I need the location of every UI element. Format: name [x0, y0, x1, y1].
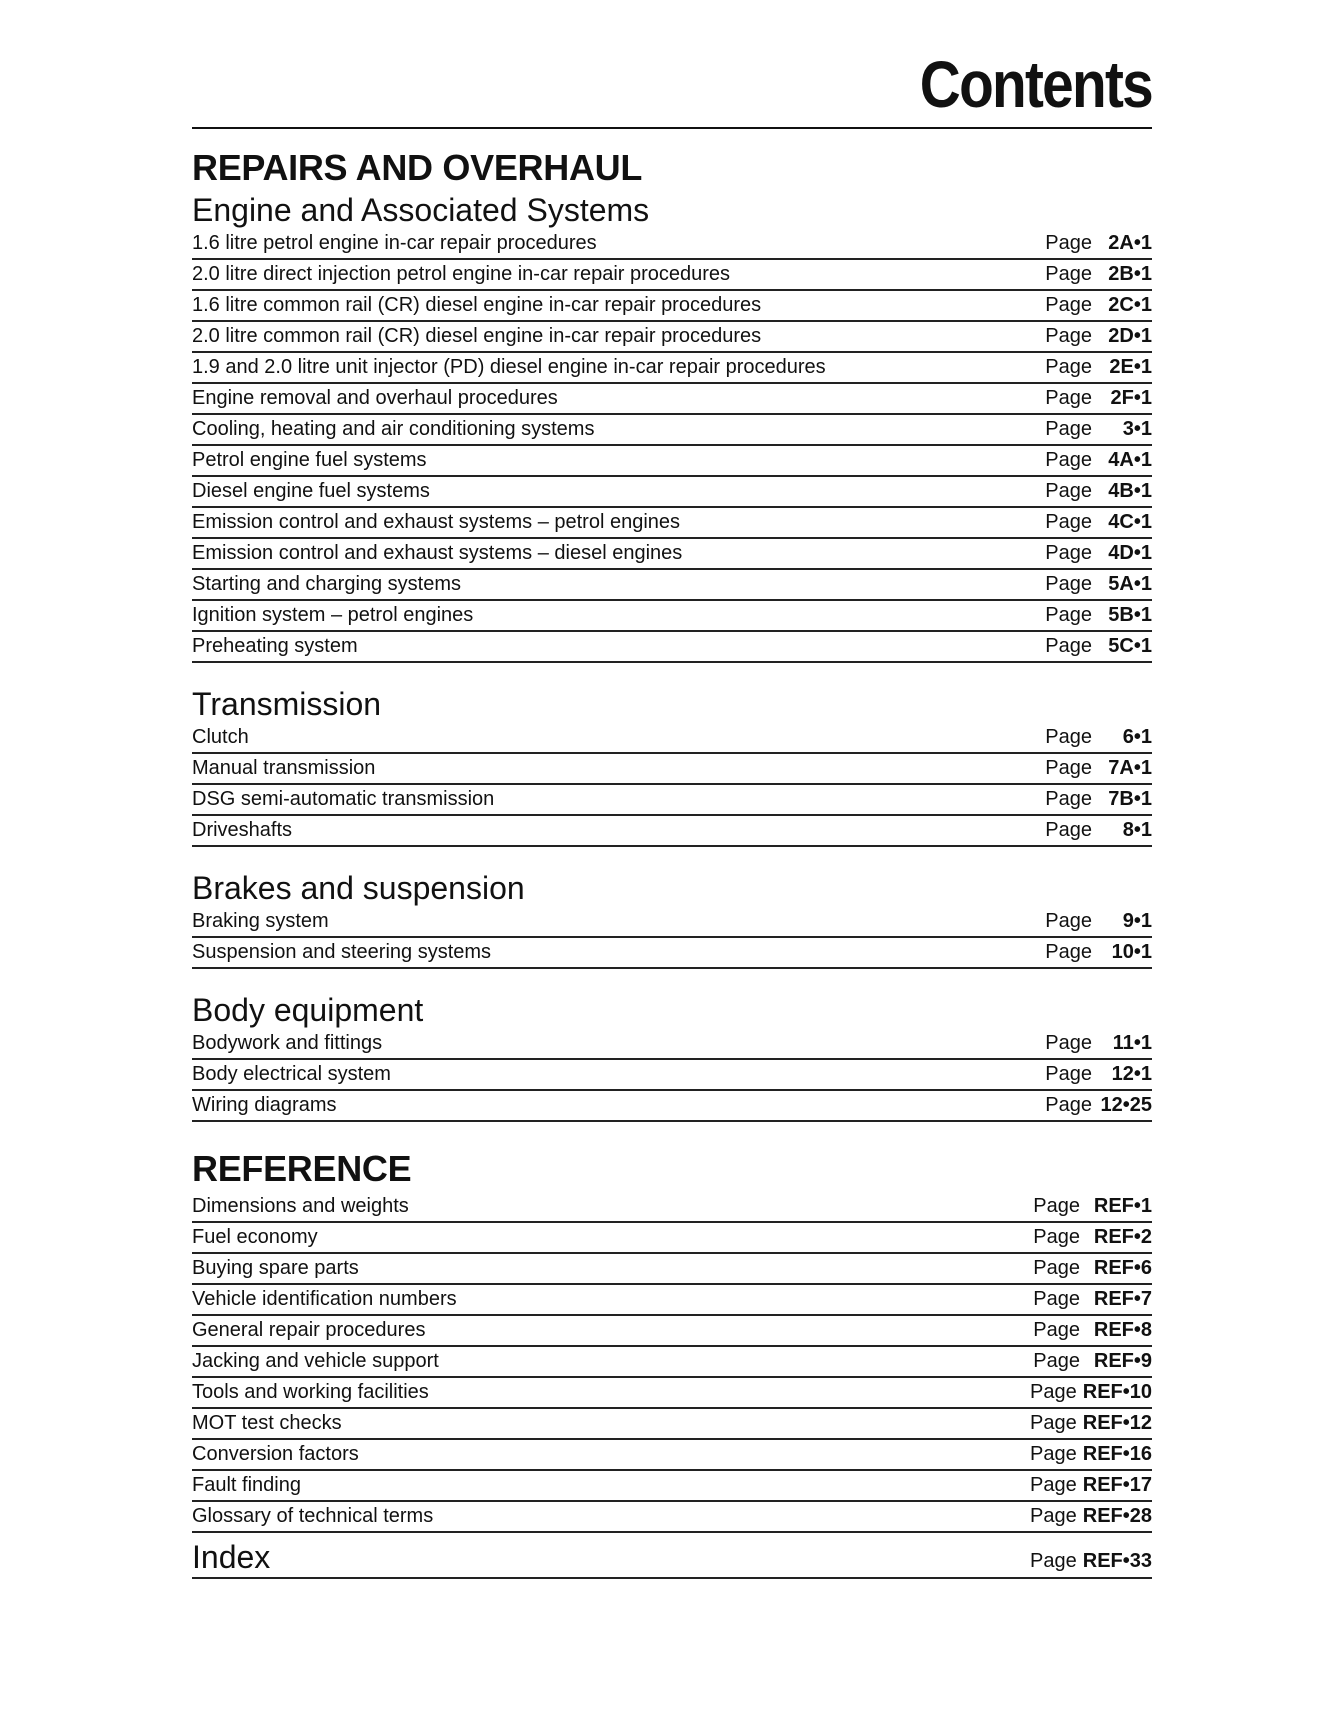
entry-title: Cooling, heating and air conditioning systems [192, 418, 595, 440]
page-number: REF•1 [1093, 1195, 1152, 1217]
page-reference [1045, 1029, 1152, 1058]
entry-title: Vehicle identification numbers [192, 1288, 457, 1310]
contents-row[interactable] [192, 1060, 1152, 1091]
page-number: 7A•1 [1108, 757, 1152, 779]
page-label: Page [1045, 573, 1092, 595]
entry-title: Ignition system – petrol engines [192, 604, 474, 626]
page-reference [1045, 508, 1152, 537]
contents-row[interactable] [192, 508, 1152, 539]
page-number: 6•1 [1122, 726, 1152, 748]
page-reference [1045, 785, 1152, 814]
page-number: 4A•1 [1108, 449, 1152, 471]
page-label: Page [1033, 1350, 1080, 1372]
contents-row[interactable] [192, 1285, 1152, 1316]
contents-row[interactable] [192, 601, 1152, 632]
page-number: 2D•1 [1108, 325, 1152, 347]
contents-row[interactable] [192, 938, 1152, 969]
section-reference [192, 1146, 1152, 1533]
entry-title: Starting and charging systems [192, 573, 462, 595]
page-label: Page [1033, 1257, 1080, 1279]
page-reference [1045, 291, 1152, 320]
entry-title: Braking system [192, 910, 329, 932]
page-reference [1045, 477, 1152, 506]
reference-heading: REFERENCE [192, 1148, 412, 1189]
entry-title: Buying spare parts [192, 1257, 359, 1279]
page-label: Page [1045, 757, 1092, 779]
page-number: 3•1 [1122, 418, 1152, 440]
section-list [192, 907, 1152, 969]
page-label: Page [1045, 910, 1092, 932]
page-number: REF•16 [1082, 1443, 1152, 1465]
section-heading: Transmission [192, 686, 382, 722]
page-label: Page [1045, 263, 1092, 285]
page-reference [1045, 1060, 1152, 1089]
contents-row[interactable] [192, 1347, 1152, 1378]
page-reference [1033, 1254, 1152, 1283]
entry-title: Emission control and exhaust systems – petrol engines [192, 511, 681, 533]
page-label: Page [1045, 819, 1092, 841]
entry-title: Driveshafts [192, 819, 293, 841]
page-reference [1045, 322, 1152, 351]
page-label: Page [1033, 1226, 1080, 1248]
page-number: REF•6 [1093, 1257, 1152, 1279]
entry-title: Glossary of technical terms [192, 1505, 434, 1527]
page-reference [1045, 570, 1152, 599]
entry-title: Petrol engine fuel systems [192, 449, 427, 471]
page-number: 4D•1 [1108, 542, 1152, 564]
page-label: Page [1045, 511, 1092, 533]
contents-row[interactable] [192, 1502, 1152, 1533]
entry-title: Tools and working facilities [192, 1381, 429, 1403]
page-reference [1045, 384, 1152, 413]
page-number: 4B•1 [1108, 480, 1152, 502]
page-number: 12•25 [1100, 1094, 1152, 1116]
page-label: Page [1030, 1381, 1077, 1403]
contents-row[interactable] [192, 1440, 1152, 1471]
page-label: Page [1045, 726, 1092, 748]
entry-title: Suspension and steering systems [192, 941, 492, 963]
entry-title: MOT test checks [192, 1412, 342, 1434]
page-number: REF•28 [1082, 1505, 1152, 1527]
contents-row[interactable] [192, 1091, 1152, 1122]
page-number: 5B•1 [1108, 604, 1152, 626]
section-list [192, 1029, 1152, 1122]
page-label: Page [1045, 941, 1092, 963]
contents-row[interactable] [192, 632, 1152, 663]
page-label: Page [1030, 1443, 1077, 1465]
section-heading: Engine and Associated Systems [192, 192, 650, 228]
section-engine [192, 191, 1152, 663]
page-reference [1033, 1192, 1152, 1221]
contents-row[interactable] [192, 570, 1152, 601]
entry-title: Fault finding [192, 1474, 301, 1496]
page-label: Page [1033, 1195, 1080, 1217]
page-reference [1045, 723, 1152, 752]
entry-title: 2.0 litre common rail (CR) diesel engine in-car repair procedures [192, 325, 762, 347]
contents-row[interactable] [192, 723, 1152, 754]
page-reference [1033, 1316, 1152, 1345]
section-transmission [192, 685, 1152, 847]
contents-row[interactable] [192, 1378, 1152, 1409]
contents-row[interactable] [192, 446, 1152, 477]
entry-title: Jacking and vehicle support [192, 1350, 439, 1372]
page-reference [1045, 353, 1152, 382]
entry-title: 1.6 litre common rail (CR) diesel engine in-car repair procedures [192, 294, 762, 316]
page-label: Page [1033, 1288, 1080, 1310]
repairs-heading: REPAIRS AND OVERHAUL [192, 147, 643, 188]
contents-row[interactable] [192, 816, 1152, 847]
page-number: REF•33 [1082, 1550, 1152, 1572]
page-label: Page [1045, 418, 1092, 440]
page-reference [1045, 632, 1152, 661]
contents-row[interactable] [192, 539, 1152, 570]
contents-row[interactable] [192, 754, 1152, 785]
contents-row[interactable] [192, 1192, 1152, 1223]
entry-title: Body electrical system [192, 1063, 391, 1085]
page-reference [1033, 1223, 1152, 1252]
page-number: 2F•1 [1110, 387, 1152, 409]
page-label: Page [1045, 1032, 1092, 1054]
entry-title: Manual transmission [192, 757, 376, 779]
contents-row[interactable] [192, 229, 1152, 260]
contents-row[interactable] [192, 415, 1152, 446]
section-list [192, 723, 1152, 847]
page-reference [1030, 1471, 1152, 1500]
page-reference [1045, 539, 1152, 568]
entry-title: Clutch [192, 726, 249, 748]
page-label: Page [1045, 542, 1092, 564]
page-label: Page [1033, 1319, 1080, 1341]
page-number: 2C•1 [1108, 294, 1152, 316]
page-number: REF•9 [1093, 1350, 1152, 1372]
page-reference [1030, 1545, 1152, 1577]
page-number: 8•1 [1122, 819, 1152, 841]
index-row[interactable] [192, 1533, 1152, 1579]
page-number: 5C•1 [1108, 635, 1152, 657]
section-list [192, 229, 1152, 663]
page-label: Page [1045, 294, 1092, 316]
page-number: REF•8 [1093, 1319, 1152, 1341]
contents-row[interactable] [192, 1029, 1152, 1060]
page-label: Page [1030, 1412, 1077, 1434]
entry-title: Conversion factors [192, 1443, 359, 1465]
page-title: Contents [919, 47, 1152, 121]
page-reference [1033, 1285, 1152, 1314]
page-label: Page [1045, 604, 1092, 626]
page-number: REF•12 [1082, 1412, 1152, 1434]
contents-row[interactable] [192, 322, 1152, 353]
contents-row[interactable] [192, 1471, 1152, 1502]
contents-row[interactable] [192, 477, 1152, 508]
page-number: 5A•1 [1108, 573, 1152, 595]
page-reference [1045, 754, 1152, 783]
page-reference [1030, 1440, 1152, 1469]
entry-title: 2.0 litre direct injection petrol engine in-car repair procedures [192, 263, 731, 285]
entry-title: Emission control and exhaust systems – diesel engines [192, 542, 683, 564]
page-reference [1045, 415, 1152, 444]
page-reference [1045, 229, 1152, 258]
page-label: Page [1045, 635, 1092, 657]
page-label: Page [1030, 1505, 1077, 1527]
entry-title: Diesel engine fuel systems [192, 480, 430, 502]
page-number: 2B•1 [1108, 263, 1152, 285]
entry-title: 1.6 litre petrol engine in-car repair procedures [192, 232, 597, 254]
page-reference [1030, 1502, 1152, 1531]
page-label: Page [1045, 232, 1092, 254]
contents-row[interactable] [192, 907, 1152, 938]
contents-row[interactable] [192, 384, 1152, 415]
entry-title: General repair procedures [192, 1319, 426, 1341]
page-number: REF•17 [1082, 1474, 1152, 1496]
entry-title: Wiring diagrams [192, 1094, 337, 1116]
entry-title: DSG semi-automatic transmission [192, 788, 495, 810]
page-reference [1045, 816, 1152, 845]
page-reference [1030, 1409, 1152, 1438]
page-number: 7B•1 [1108, 788, 1152, 810]
title-divider [192, 127, 1152, 129]
page-number: 12•1 [1111, 1063, 1152, 1085]
contents-row[interactable] [192, 1223, 1152, 1254]
page-number: 2E•1 [1109, 356, 1152, 378]
entry-title: Engine removal and overhaul procedures [192, 387, 558, 409]
section-heading: Brakes and suspension [192, 870, 525, 906]
page-number: REF•10 [1082, 1381, 1152, 1403]
page-number: 4C•1 [1108, 511, 1152, 533]
contents-body [192, 145, 1152, 1579]
entry-title: Fuel economy [192, 1226, 318, 1248]
page-label: Page [1045, 387, 1092, 409]
page-label: Page [1045, 788, 1092, 810]
page-reference [1045, 938, 1152, 967]
contents-row[interactable] [192, 1254, 1152, 1285]
reference-list [192, 1192, 1152, 1533]
entry-title: 1.9 and 2.0 litre unit injector (PD) diesel engine in-car repair procedures [192, 356, 826, 378]
page-number: 11•1 [1112, 1032, 1152, 1054]
entry-title: Preheating system [192, 635, 358, 657]
section-heading: Body equipment [192, 992, 424, 1028]
page-reference [1045, 1091, 1152, 1120]
contents-row[interactable] [192, 1409, 1152, 1440]
page-label: Page [1045, 449, 1092, 471]
page-number: REF•7 [1093, 1288, 1152, 1310]
section-brakes [192, 869, 1152, 969]
contents-row[interactable] [192, 353, 1152, 384]
page-reference [1030, 1378, 1152, 1407]
entry-title: Bodywork and fittings [192, 1032, 383, 1054]
page-number: 10•1 [1111, 941, 1152, 963]
contents-row[interactable] [192, 1316, 1152, 1347]
page-label: Page [1045, 1094, 1092, 1116]
page-label: Page [1045, 480, 1092, 502]
index-title: Index [192, 1539, 271, 1575]
page-number: 9•1 [1122, 910, 1152, 932]
page-number: 2A•1 [1108, 232, 1152, 254]
section-body [192, 991, 1152, 1122]
page-reference [1045, 907, 1152, 936]
contents-row[interactable] [192, 785, 1152, 816]
page-reference [1045, 601, 1152, 630]
page-label: Page [1045, 325, 1092, 347]
page-label: Page [1045, 1063, 1092, 1085]
page-reference [1033, 1347, 1152, 1376]
page-label: Page [1045, 356, 1092, 378]
contents-row[interactable] [192, 260, 1152, 291]
contents-row[interactable] [192, 291, 1152, 322]
page-reference [1045, 446, 1152, 475]
page-label: Page [1030, 1474, 1077, 1496]
entry-title: Dimensions and weights [192, 1195, 409, 1217]
page-number: REF•2 [1093, 1226, 1152, 1248]
page-reference [1045, 260, 1152, 289]
page-label: Page [1030, 1550, 1077, 1572]
